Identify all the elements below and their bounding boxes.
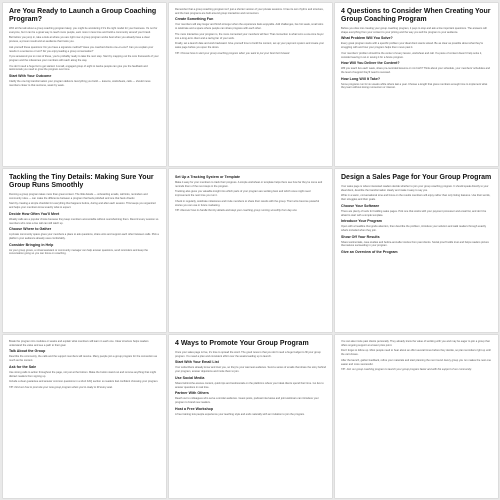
page-title: Design a Sales Page for Your Group Program: [341, 174, 492, 181]
body-paragraph: Use strong calls to action throughout the page, not just at the bottom. Make the button stand out and remove anything that might distract readers from signing up.: [9, 370, 157, 378]
body-paragraph: Share behind-the-scenes content, quick tips and testimonials on the platforms where your ideal clients spend their time. Go live to answer questions in real time.: [175, 381, 324, 389]
body-paragraph: Finally, set a launch date and work backward. Give yourself time to build the content, set up your payment system and create your sales page before you open the doors.: [175, 42, 325, 49]
body-paragraph: Your members will stay longer and finish stronger when the experience feels enjoyable. Add challenges, live hot seats, small wins to celebrate and a space where people can share progress with each other.: [175, 23, 324, 31]
section-heading: Ask for the Sale: [9, 364, 37, 369]
section-heading: Start With Your Email List: [175, 360, 219, 365]
document-page-grid: [3, 3, 498, 498]
body-paragraph: Write in a warm, conversational tone and focus on the results members will enjoy rather than only listing features. Use their words, their struggles and their goals.: [341, 194, 491, 202]
document-page: [169, 3, 332, 166]
tip-text: TIP: Find out how to promote your new group program when you're ready to fill every seat.: [9, 385, 113, 389]
section-heading: What Problem Will You Solve?: [341, 36, 393, 41]
section-heading: How Will You Deliver the Content?: [341, 61, 400, 66]
body-paragraph: Start by creating a simple checklist for everything that happens before, during and after each session. This keeps you organized and helps your members know exactly what to expect.: [9, 202, 156, 210]
body-paragraph: Check in regularly, celebrate milestones and invite members to share their results with the group. Their wins become powerful stories you can use in future marketing.: [175, 199, 320, 207]
body-paragraph: There are plenty of tools for building sales pages. Pick one that works with your payment processor and email list, and don't be afraid to start with a simple template.: [341, 209, 487, 217]
body-paragraph: Your sales page is where interested readers decide whether to join your group coaching program. It should speak directly to your ideal client, describe the transformation clearly and make it easy to say yes.: [341, 185, 489, 192]
section-heading: Introduce Your Program: [341, 219, 383, 224]
body-paragraph: Before you dive into creating your group coaching program, it pays to stop and ask a few important questions. The answers will shape everything from your content to your pricing and the way you sell the program to your audience.: [341, 27, 487, 34]
section-heading: Set Up a Tracking System or Template: [175, 175, 241, 179]
body-paragraph: Every great program starts with a specific problem your ideal client wants solved. Be as clear as possible about what they're struggling with and how your program helps them move past it.: [341, 42, 484, 50]
section-heading: Partner With Others: [175, 391, 209, 396]
tip-text: TIP: Discover how to handle the tiny details and keep your coaching group running smoothly from day one.: [175, 209, 298, 213]
page-title: 4 Ways to Promote Your Group Program: [175, 340, 309, 347]
document-page: [169, 335, 332, 498]
body-paragraph: With all the talk about a group coaching program lately, you might be wondering if it's the right model for your business. It's not for everyone, but it can be a great way to reach more people, earn more in less time and build a community around your brand.: [9, 27, 158, 34]
body-paragraph: After the launch, gather feedback, refine your materials and start planning the next round. Every group you run makes the next one easier and more successful.: [341, 358, 491, 366]
section-heading: Host a Free Workshop: [175, 406, 214, 411]
body-paragraph: The more interactive your program is, the more connected your members will feel. That connection is what turns a one-time buyer into a long-term client and a raving fan of your work.: [175, 32, 324, 40]
document-page: [3, 3, 166, 166]
body-paragraph: You can also invite past clients personally. They already know the value of working with you and may be eager to join a group that offers ongoing support at a lower price point.: [341, 340, 490, 347]
body-paragraph: If you answered yes to most of these, you're probably ready to take the next step. Start by mapping out the core framework of your program and the milestones your members will reach along the way.: [9, 55, 159, 62]
page-title: Tackling the Tiny Details: Making Sure Your Group Runs Smoothly: [9, 174, 154, 189]
body-paragraph: You don't need a huge list to get started. A small, engaged group of eight to twelve people can give you the feedback and testimonials you need to grow the program over time.: [9, 64, 148, 72]
body-paragraph: Clarify the one big transformation your program delivers. Everything you build — lessons, worksheets, calls — should move members closer to that outcome, week by week.: [9, 80, 151, 87]
section-heading: Choose Where to Gather: [9, 227, 52, 232]
body-paragraph: Break the program into modules or weeks and explain what members will learn in each one. Clear structure helps readers understand the value and see a path to their goal.: [9, 340, 149, 347]
section-heading: Talk About the Group: [9, 349, 46, 354]
body-paragraph: Include a clear guarantee and answer common questions in a short FAQ section so readers feel confident choosing your program.: [9, 380, 159, 384]
section-heading: Create Something Fun: [175, 17, 214, 22]
body-paragraph: Weekly calls are a popular choice because they keep members accountable without overwhelming them. Record every session so members who miss a live call can still catch up.: [9, 217, 159, 225]
document-page: [335, 3, 498, 166]
section-heading: Use Social Media: [175, 375, 205, 380]
body-paragraph: Reach out to colleagues who serve a similar audience. Guest posts, podcast interviews and joint webinars can introduce your program to brand new readers.: [175, 397, 319, 404]
body-paragraph: Will you teach live each week, share pre-recorded lessons or mix both? Think about your schedule, your members' schedules and the level of support they'll need to succeed.: [341, 67, 490, 74]
body-paragraph: Open with a headline that grabs attention, then describe the problem, introduce your solution and walk readers through exactly what's included when they join.: [341, 225, 487, 232]
tip-text: TIP: Choose how to start your group coaching program when you want to put your best foot forward.: [175, 51, 290, 55]
body-paragraph: Describe the community, the calls and the support members will receive. Many people join a group program for the connection as much as the content.: [9, 355, 158, 363]
document-page: [3, 169, 166, 332]
document-page: [335, 169, 498, 332]
body-paragraph: Ask yourself these questions: Do you have a signature method? Have you coached clients one-on-one? Can you explain your results in a sentence or two? Do you enjoy leading a group conversation?: [9, 45, 154, 53]
body-paragraph: A free training lets people experience your teaching style and ends naturally with an invitation to join the program.: [175, 412, 305, 416]
section-heading: How Long Will It Take?: [341, 76, 381, 81]
body-paragraph: Your subscribers already know and trust you, so they're your warmest audience. Send a series of emails that share the story behind your program, answer objections and invite them to join.: [175, 366, 326, 374]
page-title: 4 Questions to Consider When Creating Your Group Coaching Program: [341, 8, 491, 23]
document-page: [169, 169, 332, 332]
body-paragraph: Don't forget to follow up. Most people need to hear about an offer several times before they decide, so plan reminders right up until the cart closes.: [341, 349, 491, 357]
section-heading: Choose Your Software: [341, 203, 380, 208]
body-paragraph: Running a group program takes more than great content. The little details — onboarding emails, call links, reminders and community rules — can make the difference between a program that feels polished and one that feels chaotic.: [9, 193, 148, 200]
section-heading: Show Off Your Results: [341, 234, 380, 239]
body-paragraph: Your members' problem should be the center of every lesson, worksheet and call. If a piece of content doesn't help solve it, consider leaving it out or saving it for a future program.: [341, 51, 482, 59]
body-paragraph: Some programs run for six weeks while others last a year. Choose a length that gives members enough time to implement what they learn without losing momentum or interest.: [341, 82, 488, 90]
document-page: [3, 335, 166, 498]
section-heading: Start With Your Outcome: [9, 74, 52, 79]
body-paragraph: As your group grows, a virtual assistant or community manager can help answer questions, send reminders and keep the conversation going so you can focus on coaching.: [9, 248, 148, 256]
body-paragraph: Once your sales page is live, it's time to spread the word. The good news is that you don't need a huge budget to fill your group program. You need a plan and consistent effort over the weeks leading up to launch.: [175, 351, 321, 358]
page-title: Are You Ready to Launch a Group Coaching Program?: [9, 8, 157, 23]
document-page: [335, 335, 498, 498]
body-paragraph: Make it easy for your members to track their progress. A simple worksheet or template helps them see how far they've come and reminds them of the next steps in the program.: [175, 181, 323, 188]
tip-text: TIP: Join our group coaching program to launch your group program faster and with the support of our community.: [341, 368, 472, 372]
body-paragraph: Share testimonials, case studies and before-and-after stories from past clients. Social proof builds trust and helps readers picture themselves succeeding in your program.: [341, 240, 489, 248]
body-paragraph: Remember that a group coaching program isn't just a shorter version of your private sessions. It has its own rhythm and structure, and the best programs are built around group interaction and momentum.: [175, 8, 324, 15]
section-heading: Consider Bringing in Help: [9, 242, 54, 247]
body-paragraph: A private community space gives your members a place to ask questions, share wins and support each other between calls. Pick a platform your audience already uses comfortably.: [9, 233, 159, 240]
body-paragraph: Tracking also gives you valuable insight into which parts of your program are working best and which ones might need improvement the next time you run it.: [175, 190, 311, 198]
section-heading: Give an Overview of the Program: [341, 250, 398, 255]
section-heading: Decide How Often You'll Meet: [9, 211, 60, 216]
body-paragraph: But before you jump in, take a look at where you are right now. A group program works best when you already have a clear process, a proven result and an audience that trusts you.: [9, 36, 150, 44]
